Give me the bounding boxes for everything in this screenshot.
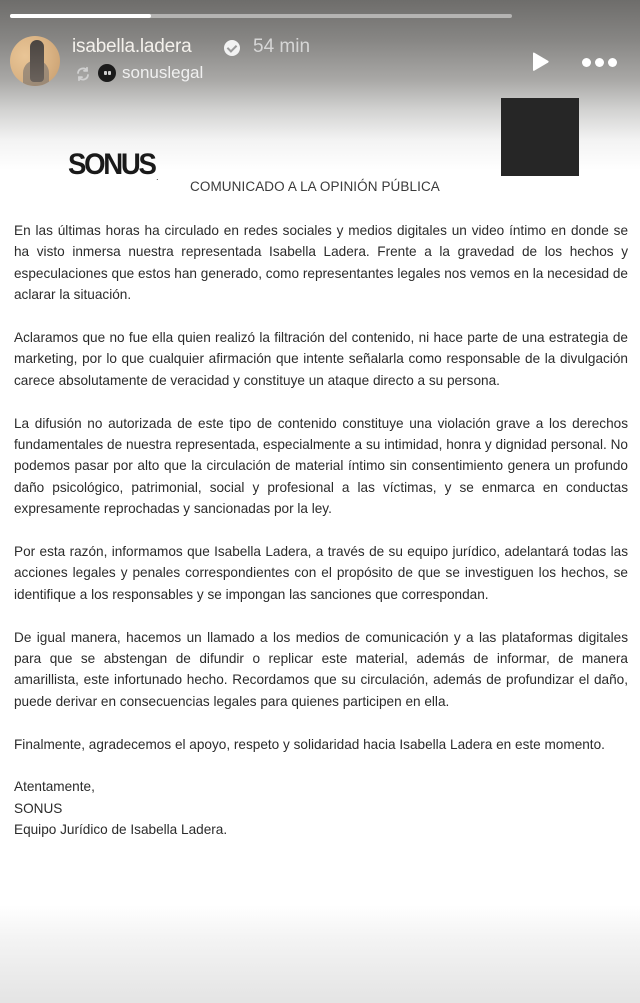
story-progress-bar	[10, 14, 512, 18]
document-paragraph: Aclaramos que no fue ella quien realizó la filtración del contenido, ni hace parte de una estrategia de marketing, por lo que cualquier afirmación que intente señalarla como responsable de la divulgación carece absolutamente de veracidad y constituye un ataque directo a su persona.	[14, 330, 628, 388]
reposted-account-avatar[interactable]	[98, 64, 116, 82]
username-link[interactable]: isabella.ladera	[72, 36, 192, 57]
document-paragraph: Por esta razón, informamos que Isabella Ladera, a través de su equipo jurídico, adelantará todas las acciones legales y penales correspondientes con el propósito de que se investiguen los hechos, se identifique a los responsables y se impongan las sanciones que correspondan.	[14, 544, 628, 602]
more-options-icon	[608, 58, 617, 67]
more-options-icon	[595, 58, 604, 67]
play-icon	[528, 50, 552, 74]
signature-closing: Atentamente,	[14, 779, 95, 795]
story-header	[10, 34, 630, 88]
redacted-image-box	[501, 98, 579, 176]
avatar[interactable]	[10, 36, 60, 86]
story-timestamp: 54 min	[253, 36, 311, 57]
play-button[interactable]	[528, 50, 552, 74]
document-paragraph: La difusión no autorizada de este tipo de contenido constituye una violación grave a los derechos fundamentales de nuestra representada, especialmente a su intimidad, honra y dignidad personal. No podemos pasar por alto que la circulación de material íntimo sin consentimiento genera un profundo daño psicológico, patrimonial, social y profesional a las víctimas, y se enmarca en conductas expresamente reprochadas y sancionadas por la ley.	[14, 415, 628, 517]
story-progress-fill	[10, 14, 151, 18]
sonus-logo	[68, 148, 158, 182]
signature-team: Equipo Jurídico de Isabella Ladera.	[14, 822, 228, 838]
sonus-logo-text: SONUS	[68, 148, 155, 181]
verified-badge-icon	[224, 40, 240, 56]
reposted-account-link[interactable]: sonuslegal	[122, 63, 204, 82]
document-paragraph: De igual manera, hacemos un llamado a los medios de comunicación y a las plataformas digitales para que se abstengan de difundir o replicar este material, además de informar, de manera amarillista, este infortunado hecho. Recordamos que su circulación, además de profundizar el daño, puede derivar en consecuencias legales para quienes participen en ella.	[14, 629, 628, 709]
document-paragraph: En las últimas horas ha circulado en redes sociales y medios digitales un video íntimo en donde se ha visto inmersa nuestra representada Isabella Ladera. Frente a la gravedad de los hechos y especulaciones que estos han generado, como representantes legales nos vemos en la necesidad de aclarar la situación.	[14, 223, 628, 303]
signature-block	[14, 776, 628, 840]
more-options-button[interactable]	[582, 50, 622, 74]
avatar-image-figure	[30, 40, 44, 82]
document-body	[14, 220, 628, 841]
repost-icon	[75, 66, 91, 82]
document-title: COMUNICADO A LA OPINIÓN PÚBLICA	[190, 179, 440, 194]
sonus-logo-mark: .	[156, 176, 159, 182]
more-options-icon	[582, 58, 591, 67]
signature-firm: SONUS	[14, 800, 63, 816]
document-paragraph: Finalmente, agradecemos el apoyo, respeto y solidaridad hacia Isabella Ladera en este momento.	[14, 736, 605, 752]
